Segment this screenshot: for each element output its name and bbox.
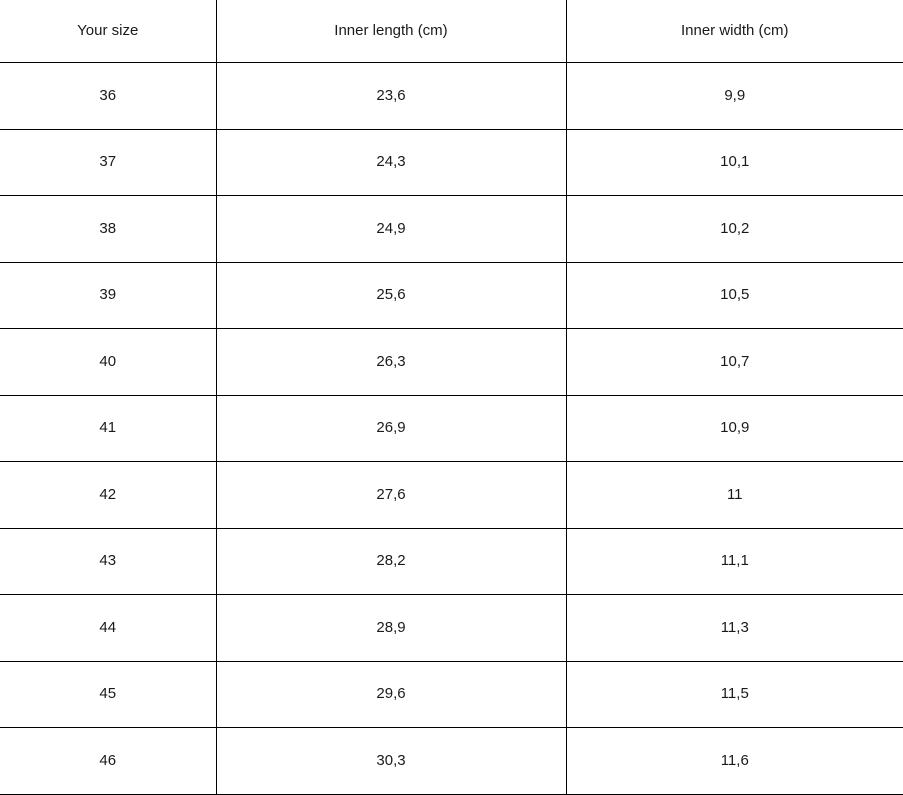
table-row: [0, 728, 903, 795]
cell-inner-length: 23,6: [216, 63, 566, 130]
table-row: [0, 395, 903, 462]
cell-size: 42: [0, 462, 216, 529]
column-header-your-size: Your size: [0, 0, 216, 63]
cell-size: 44: [0, 595, 216, 662]
cell-inner-width: 11,3: [566, 595, 903, 662]
cell-size: 38: [0, 196, 216, 263]
cell-size: 37: [0, 129, 216, 196]
column-header-inner-length: Inner length (cm): [216, 0, 566, 63]
cell-inner-width: 10,2: [566, 196, 903, 263]
cell-size: 40: [0, 329, 216, 396]
cell-size: 36: [0, 63, 216, 130]
cell-inner-width: 11: [566, 462, 903, 529]
table-row: [0, 595, 903, 662]
cell-inner-width: 11,5: [566, 661, 903, 728]
cell-inner-width: 11,6: [566, 728, 903, 795]
cell-inner-length: 28,9: [216, 595, 566, 662]
cell-inner-length: 30,3: [216, 728, 566, 795]
cell-inner-width: 9,9: [566, 63, 903, 130]
table-row: [0, 129, 903, 196]
table-body: [0, 63, 903, 795]
cell-size: 39: [0, 262, 216, 329]
table-header: [0, 0, 903, 63]
table-header-row: [0, 0, 903, 63]
cell-inner-length: 24,3: [216, 129, 566, 196]
cell-inner-width: 11,1: [566, 528, 903, 595]
cell-inner-length: 25,6: [216, 262, 566, 329]
table-row: [0, 196, 903, 263]
table-row: [0, 63, 903, 130]
cell-inner-width: 10,7: [566, 329, 903, 396]
cell-inner-width: 10,1: [566, 129, 903, 196]
cell-size: 43: [0, 528, 216, 595]
cell-size: 46: [0, 728, 216, 795]
cell-inner-width: 10,5: [566, 262, 903, 329]
cell-inner-length: 27,6: [216, 462, 566, 529]
cell-inner-length: 24,9: [216, 196, 566, 263]
cell-inner-length: 28,2: [216, 528, 566, 595]
table-row: [0, 528, 903, 595]
table-row: [0, 462, 903, 529]
cell-inner-length: 26,9: [216, 395, 566, 462]
cell-inner-length: 26,3: [216, 329, 566, 396]
cell-inner-length: 29,6: [216, 661, 566, 728]
table-row: [0, 661, 903, 728]
table-row: [0, 329, 903, 396]
table-row: [0, 262, 903, 329]
column-header-inner-width: Inner width (cm): [566, 0, 903, 63]
cell-size: 41: [0, 395, 216, 462]
cell-size: 45: [0, 661, 216, 728]
cell-inner-width: 10,9: [566, 395, 903, 462]
